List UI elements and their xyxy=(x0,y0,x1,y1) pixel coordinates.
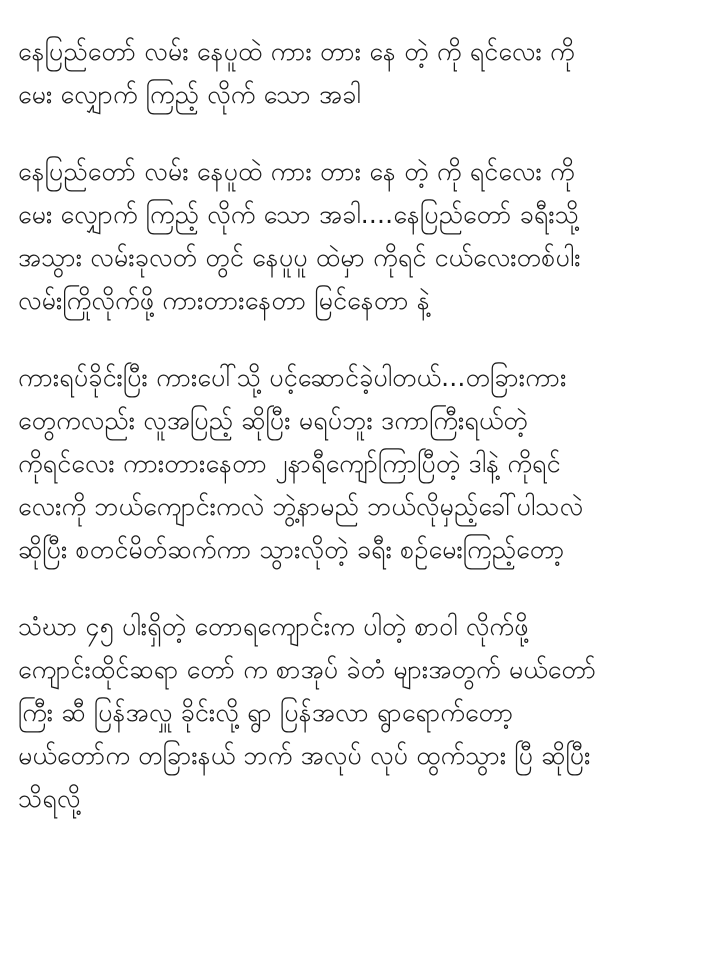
text-line: ကားရပ်ခိုင်းပြီး ကားပေါ်သို့ ပင့်ဆောင်ခဲ့ပါတယ်...တခြားကား xyxy=(18,363,567,392)
text-line: နေပြည်တော် လမ်း နေပူထဲ ကား တား နေ တဲ့ ကို ရင်လေး ကို xyxy=(18,37,575,66)
paragraph-4 xyxy=(18,605,698,820)
text-line: ဆိုပြီး စတင်မိတ်ဆက်ကာ သွားလိုတဲ့ ခရီး စဉ်မေးကြည့်တော့ xyxy=(18,535,565,564)
paragraph-2 xyxy=(18,150,698,322)
paragraph-3 xyxy=(18,356,698,571)
text-line: မယ်တော်က တခြားနယ် ဘက် အလုပ် လုပ် ထွက်သွား ပြီ ဆိုပြီး xyxy=(18,741,591,770)
text-line: ကြီး ဆီ ပြန်အလှူ ခိုင်းလို့ ရွာ ပြန်အလာ ရွာရောက်တော့ xyxy=(18,698,514,727)
text-line: မေး လျှောက် ကြည့် လိုက် သော အခါ....နေပြည်တော် ခရီးသို့ xyxy=(18,200,580,229)
text-line: အသွား လမ်းခုလတ် တွင် နေပူပူ ထဲမှာ ကိုရင် ငယ်လေးတစ်ပါး xyxy=(18,243,581,272)
text-line: သံဃာ ၄၅ ပါးရှိတဲ့ တောရကျောင်းက ပါတဲ့ စာဝါ လိုက်ဖို့ xyxy=(18,612,529,641)
text-line: မေး လျှောက် ကြည့် လိုက် သော အခါ xyxy=(18,80,361,109)
text-line: လမ်းကြိုလိုက်ဖို့ ကားတားနေတာ မြင်နေတာ နဲ့ xyxy=(18,286,430,315)
text-line: နေပြည်တော် လမ်း နေပူထဲ ကား တား နေ တဲ့ ကို ရင်လေး ကို xyxy=(18,157,575,186)
text-line: တွေကလည်း လူအပြည့် ဆိုပြီး မရပ်ဘူး ဒကာကြီးရယ်တဲ့ xyxy=(18,406,528,435)
text-line: လေးကို ဘယ်ကျောင်းကလဲ ဘွဲ့နာမည် ဘယ်လိုမှည့်ခေါ်ပါသလဲ xyxy=(18,492,584,521)
paragraph-1 xyxy=(18,30,698,116)
text-line: သိရလို့ xyxy=(18,784,81,813)
text-line: ကျောင်းထိုင်ဆရာ တော် က စာအုပ် ခဲတံ များအတွက် မယ်တော် xyxy=(18,655,597,684)
text-line: ကိုရင်လေး ကားတားနေတာ ၂နာရီကျော်ကြာပြီတဲ့ ဒါနဲ့ ကိုရင် xyxy=(18,449,561,478)
